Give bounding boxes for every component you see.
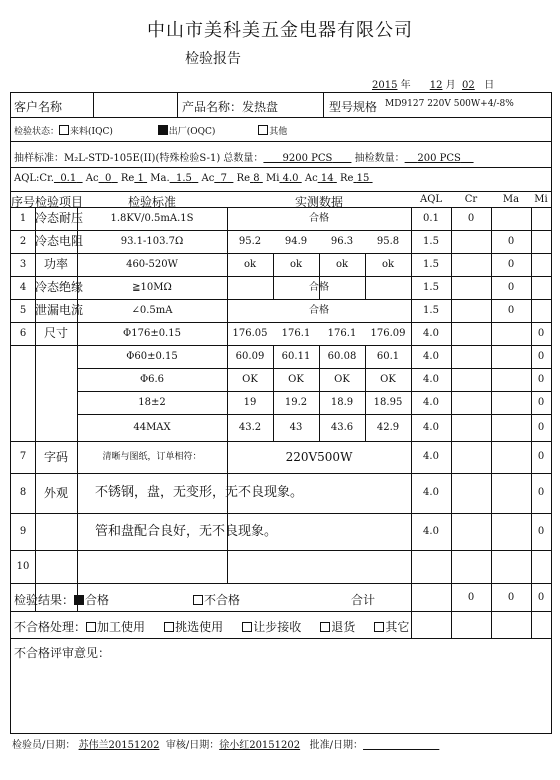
- row-mi: 0: [537, 422, 545, 433]
- row-measured-3: 18.9: [330, 397, 354, 408]
- checkbox-return[interactable]: [320, 622, 330, 632]
- row-measured-3: ok: [335, 259, 349, 270]
- row-item: [35, 513, 77, 550]
- row-measured-3: OK: [334, 374, 350, 385]
- row-standard: 清晰与图纸，订单相符：: [102, 452, 202, 462]
- row-item: [35, 345, 77, 368]
- row-ma: [491, 473, 531, 513]
- row-item: [35, 550, 77, 583]
- row-mi: 0: [537, 397, 545, 408]
- row-ma: [491, 550, 531, 583]
- row-mi: [531, 253, 551, 276]
- result-pass: 合格: [85, 593, 110, 607]
- row-measured-4: ok: [381, 259, 395, 270]
- row-ma: [491, 414, 531, 441]
- row-standard: ∠0.5mA: [131, 305, 173, 316]
- total-cr: 0: [467, 592, 475, 603]
- row-aql: 4.0: [423, 374, 439, 385]
- date-month: 12: [429, 80, 443, 91]
- row-measured-2: ok: [289, 259, 303, 270]
- row-measured-4: 42.9: [376, 422, 400, 433]
- header-no: 序号: [11, 195, 36, 209]
- row-item: 外观: [43, 486, 68, 500]
- row-measured-2: OK: [288, 374, 304, 385]
- row-number: [11, 345, 35, 368]
- row-measured-3: 43.6: [330, 422, 354, 433]
- report-table: [10, 92, 552, 734]
- row-measured: 合格: [309, 305, 329, 316]
- row-mi: 0: [537, 487, 545, 498]
- review-label: 不合格评审意见：: [14, 646, 111, 660]
- row-aql: 4.0: [423, 451, 439, 462]
- result-fail: 不合格: [193, 591, 240, 608]
- row-standard: [77, 550, 227, 583]
- row-number: 3: [19, 259, 27, 270]
- row-standard: 93.1-103.7Ω: [120, 236, 184, 247]
- reviewer-sign: 徐小红20151202: [219, 740, 301, 751]
- checkbox-pass[interactable]: [74, 595, 84, 605]
- row-cr: [451, 299, 491, 322]
- row-aql: [411, 550, 451, 583]
- row-measured-4: 18.95: [373, 397, 403, 408]
- checkbox-rework[interactable]: [86, 622, 96, 632]
- row-aql: 0.1: [423, 213, 439, 224]
- row-standard: 1.8KV/0.5mA.1S: [110, 213, 194, 224]
- row-measured: 合格: [309, 282, 329, 293]
- nonconform-line: 不合格处理： 加工使用 挑选使用 让步接收 退货 其它: [14, 620, 410, 634]
- row-measured-3: 176.1: [327, 328, 357, 339]
- date-day: 02: [462, 80, 475, 91]
- row-number: 7: [19, 451, 27, 462]
- row-measured-1: 176.05: [232, 328, 268, 339]
- row-ma: [491, 513, 531, 550]
- row-aql: 4.0: [423, 328, 439, 339]
- row-cr: [451, 513, 491, 550]
- model-label: 型号规格: [329, 100, 378, 114]
- row-aql: 1.5: [423, 259, 439, 270]
- row-measured-1: 95.2: [238, 236, 262, 247]
- checkbox-fail[interactable]: [193, 595, 203, 605]
- row-mi: [531, 550, 551, 583]
- header-data: 实测数据: [294, 195, 343, 209]
- sampling-standard: M₂L-STD-105E(II)(特殊检验S-1): [64, 153, 221, 164]
- checkbox-other[interactable]: [258, 125, 268, 135]
- checkbox-iqc[interactable]: [59, 125, 69, 135]
- row-aql: 4.0: [423, 526, 439, 537]
- row-standard: 管和盘配合良好，无不良现象。: [95, 524, 278, 539]
- company-name: 中山市美科美五金电器有限公司: [147, 20, 413, 41]
- row-measured-2: 43: [289, 422, 303, 433]
- row-number: 10: [16, 561, 30, 572]
- total-label: 合计: [351, 593, 376, 607]
- header-item: 检验项目: [35, 195, 84, 209]
- checkbox-concession[interactable]: [242, 622, 252, 632]
- row-cr: [451, 391, 491, 414]
- customer-label: 客户名称: [14, 100, 63, 114]
- row-measured-1: 60.09: [235, 351, 265, 362]
- row-item: [35, 391, 77, 414]
- row-number: 2: [19, 236, 27, 247]
- row-measured-1: ok: [243, 259, 257, 270]
- row-aql: 1.5: [423, 305, 439, 316]
- row-cr: [451, 253, 491, 276]
- row-mi: 0: [537, 351, 545, 362]
- row-measured-2: 19.2: [284, 397, 308, 408]
- header-aql: AQL: [419, 194, 443, 205]
- row-cr: [451, 322, 491, 345]
- date-year: 2015: [372, 80, 398, 91]
- row-item: 冷态电阻: [35, 234, 84, 248]
- row-measured-2: 60.11: [281, 351, 311, 362]
- row-mi: [531, 276, 551, 299]
- row-ma: 0: [507, 282, 515, 293]
- row-number: 6: [19, 328, 27, 339]
- row-measured-2: 176.1: [281, 328, 311, 339]
- row-number: [11, 368, 35, 391]
- row-mi: 0: [537, 328, 545, 339]
- row-mi: [531, 207, 551, 230]
- report-date: 2015 年 12 月 02 日: [372, 80, 495, 91]
- row-ma: [491, 441, 531, 473]
- row-standard: 18±2: [138, 397, 166, 408]
- row-cr: [451, 276, 491, 299]
- row-number: 9: [19, 526, 27, 537]
- row-measured-4: 176.09: [370, 328, 406, 339]
- row-ma: 0: [507, 305, 515, 316]
- row-cr: [451, 368, 491, 391]
- row-standard: 44MAX: [133, 422, 171, 433]
- row-cr: [451, 414, 491, 441]
- product-name: 产品名称：发热盘: [182, 100, 279, 114]
- row-cr: [451, 473, 491, 513]
- row-standard: Φ176±0.15: [123, 328, 181, 339]
- sampling-line: 抽样标准：M₂L-STD-105E(II)(特殊检验S-1) 总数量： 9200 PCS 抽检数量： 200 PCS: [14, 149, 474, 164]
- row-item: 尺寸: [43, 326, 68, 340]
- check-quantity: 200 PCS: [417, 153, 461, 164]
- row-mi: 0: [537, 526, 545, 537]
- aql-line: AQL:Cr. 0.1 Ac 0 Re 1 Ma. 1.5 Ac 7 Re 8 Mi 4.0 Ac 14 Re 15: [14, 173, 370, 184]
- row-item: 冷态绝缘: [35, 280, 84, 294]
- row-measured-4: 95.8: [376, 236, 400, 247]
- result-line: 检验结果： 合格: [14, 593, 110, 607]
- row-standard: Φ6.6: [139, 374, 165, 385]
- header-ma: Ma: [502, 194, 520, 205]
- row-measured-1: OK: [242, 374, 258, 385]
- row-measured-3: 60.08: [327, 351, 357, 362]
- row-number: [11, 414, 35, 441]
- row-mi: 0: [537, 451, 545, 462]
- row-mi: [531, 299, 551, 322]
- row-measured-4: OK: [380, 374, 396, 385]
- report-title: 检验报告: [185, 51, 241, 67]
- total-quantity: 9200 PCS: [282, 153, 333, 164]
- row-ma: [491, 368, 531, 391]
- row-item: 字码: [43, 450, 68, 464]
- inspection-status: 检验状态： 来料(IQC) 出厂(OQC) 其他: [14, 127, 288, 137]
- row-number: 1: [19, 213, 27, 224]
- row-measured-1: 43.2: [238, 422, 262, 433]
- row-aql: 4.0: [423, 351, 439, 362]
- row-standard: Φ60±0.15: [126, 351, 178, 362]
- row-aql: 4.0: [423, 422, 439, 433]
- row-item: 功率: [43, 257, 68, 271]
- row-item: [35, 414, 77, 441]
- row-standard: 不锈钢，盘，无变形，无不良现象。: [95, 485, 304, 500]
- row-number: 8: [19, 487, 27, 498]
- row-ma: [491, 322, 531, 345]
- row-mi: [531, 230, 551, 253]
- row-measured-3: 96.3: [330, 236, 354, 247]
- header-cr: Cr: [464, 194, 478, 205]
- row-item: 冷态耐压: [35, 211, 84, 225]
- row-aql: 4.0: [423, 487, 439, 498]
- row-ma: 0: [507, 259, 515, 270]
- checkbox-oqc[interactable]: [158, 125, 168, 135]
- row-mi: 0: [537, 374, 545, 385]
- row-number: 4: [19, 282, 27, 293]
- model-value: MD9127 220V 500W+4/-8%: [385, 99, 514, 109]
- header-mi: Mi: [534, 194, 548, 205]
- row-ma: 0: [507, 236, 515, 247]
- row-number: 5: [19, 305, 27, 316]
- row-measured-1: 19: [243, 397, 257, 408]
- row-cr: [451, 230, 491, 253]
- row-ma: [491, 391, 531, 414]
- row-cr: [451, 345, 491, 368]
- row-standard: 460-520W: [126, 259, 178, 270]
- inspector-sign: 苏伟兰20151202: [78, 740, 160, 751]
- row-item: 泄漏电流: [35, 303, 84, 317]
- row-measured-4: 60.1: [376, 351, 400, 362]
- row-measured: 220V500W: [285, 450, 353, 464]
- row-aql: 1.5: [423, 236, 439, 247]
- row-aql: 1.5: [423, 282, 439, 293]
- header-standard: 检验标准: [127, 195, 176, 209]
- row-aql: 4.0: [423, 397, 439, 408]
- row-ma: [491, 207, 531, 230]
- row-cr: 0: [467, 213, 475, 224]
- approver-sign: [363, 740, 439, 751]
- row-cr: [451, 550, 491, 583]
- checkbox-other-handling[interactable]: [374, 622, 384, 632]
- row-measured-2: 94.9: [284, 236, 308, 247]
- checkbox-sort[interactable]: [164, 622, 174, 632]
- row-standard: ≧10MΩ: [132, 282, 172, 293]
- total-mi: 0: [537, 592, 545, 603]
- footer-signatures: 检验员/日期： 苏伟兰20151202 审核/日期：徐小红20151202 批准/日期：: [12, 736, 439, 751]
- row-number: [11, 391, 35, 414]
- total-ma: 0: [507, 592, 515, 603]
- row-cr: [451, 441, 491, 473]
- row-measured: 合格: [309, 213, 329, 224]
- row-item: [35, 368, 77, 391]
- row-ma: [491, 345, 531, 368]
